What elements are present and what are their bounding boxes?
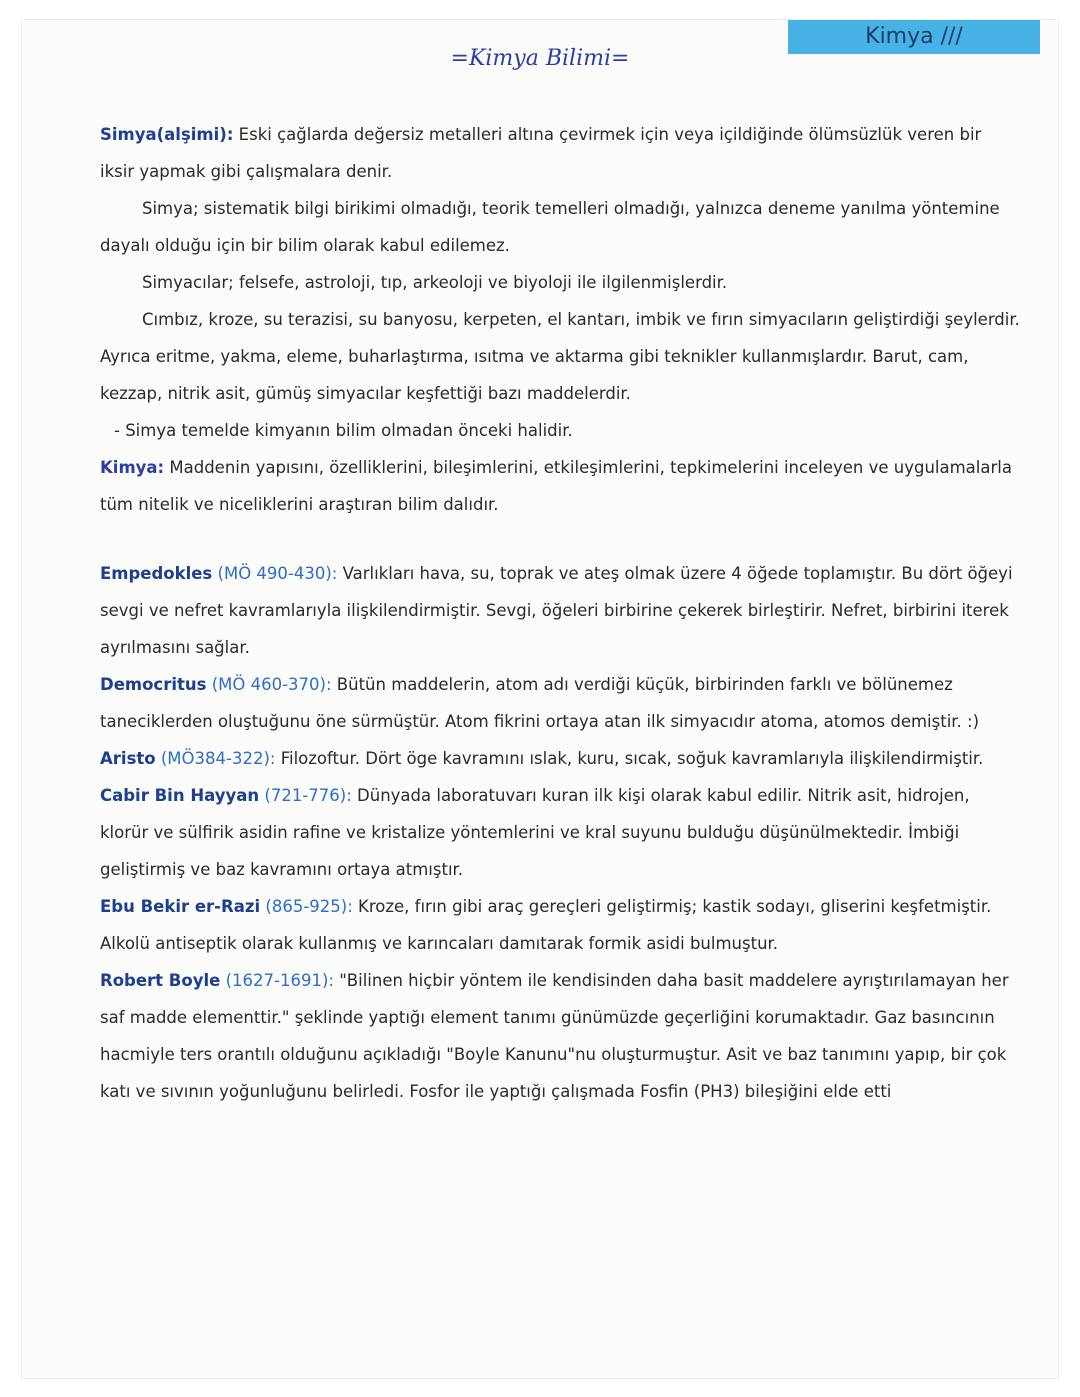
scientist-dates: (721-776): (264, 786, 352, 805)
paragraph-simya-ozet (100, 412, 1020, 449)
paragraph-text: Bütün maddelerin, atom adı verdiği küçük, birbirinden farklı ve bölünemez taneciklerden oluştuğunu öne sürmüştür. Atom fikrini ortaya atan ilk simyacıdır atoma, atomos demiştir. :) (100, 675, 980, 731)
paragraph-ebu-bekir-er-razi (100, 888, 1020, 962)
paragraph-text: Filozoftur. Dört öge kavramını ıslak, kuru, sıcak, soğuk kavramlarıyla ilişkilendirmiştir. (280, 749, 984, 768)
paragraph-text: - Simya temelde kimyanın bilim olmadan önceki halidir. (114, 421, 573, 440)
paragraph-text: "Bilinen hiçbir yöntem ile kendisinden daha basit maddelere ayrıştırılamayan her saf madde elementtir." şeklinde yaptığı element tanımı günümüzde geçerliğini korumaktadır. Gaz basıncının hacmiyle ters orantılı olduğunu açıkladığı "Boyle Kanunu"nu oluşturmuştur. Asit ve baz tanımını yapıp, bir çok katı ve sıvının yoğunluğunu belirledi. Fosfor ile yaptığı çalışmada Fosfin (PH3) bileşiğini elde etti (100, 971, 1009, 1101)
paragraph-simya (100, 116, 1020, 190)
term-simya: Simya(alşimi): (100, 125, 234, 144)
scientist-name: Empedokles (100, 564, 213, 583)
scientist-name: Aristo (100, 749, 156, 768)
notes-body (100, 116, 1020, 1110)
scientist-dates: (MÖ 490-430): (217, 564, 338, 583)
scientist-dates: (MÖ384-322): (160, 749, 276, 768)
paragraph-text: Simyacılar; felsefe, astroloji, tıp, arkeoloji ve biyoloji ile ilgilenmişlerdir. (142, 273, 728, 292)
paragraph-text: Eski çağlarda değersiz metalleri altına çevirmek için veya içildiğinde ölümsüzlük veren bir iksir yapmak gibi çalışmalara denir. (100, 125, 982, 181)
scientist-name: Cabir Bin Hayyan (100, 786, 260, 805)
paragraph-text: Dünyada laboratuvarı kuran ilk kişi olarak kabul edilir. Nitrik asit, hidrojen, klorür ve sülfirik asidin rafine ve kristalize yöntemlerini ve kral suyunu bulduğu düşünülmektedir. İmbiği geliştirmiş ve baz kavramını ortaya atmıştır. (100, 786, 970, 879)
spacer (100, 523, 1020, 555)
scientist-name: Democritus (100, 675, 207, 694)
paragraph-democritus (100, 666, 1020, 740)
paragraph-simyacilar-ilgi (100, 264, 1020, 301)
scientist-dates: (MÖ 460-370): (211, 675, 332, 694)
paragraph-text: Cımbız, kroze, su terazisi, su banyosu, kerpeten, el kantarı, imbik ve fırın simyacıların geliştirdiği şeylerdir. Ayrıca eritme, yakma, eleme, buharlaştırma, ısıtma ve aktarma gibi teknikler kullanmışlardır. Barut, cam, kezzap, nitrik asit, gümüş simyacılar keşfettiği bazı maddelerdir. (100, 310, 1020, 403)
paragraph-aristo (100, 740, 1020, 777)
paragraph-simya-bilim-degil (100, 190, 1020, 264)
scientist-dates: (1627-1691): (225, 971, 334, 990)
scientist-dates: (865-925): (265, 897, 353, 916)
scientist-name: Ebu Bekir er-Razi (100, 897, 261, 916)
term-kimya: Kimya: (100, 458, 165, 477)
paragraph-text: Simya; sistematik bilgi birikimi olmadığı, teorik temelleri olmadığı, yalnızca deneme yanılma yöntemine dayalı olduğu için bir bilim olarak kabul edilemez. (100, 199, 1000, 255)
page-title: =Kimya Bilimi= (450, 46, 630, 71)
paragraph-simyacilar-araclar (100, 301, 1020, 412)
paragraph-text: Varlıkları hava, su, toprak ve ateş olmak üzere 4 öğede toplamıştır. Bu dört öğeyi sevgi ve nefret kavramlarıyla ilişkilendirmiştir. Sevgi, öğeleri birbirine çekerek birleştirir. Nefret, birbirini iterek ayrılmasını sağlar. (100, 564, 1013, 657)
paragraph-cabir-bin-hayyan (100, 777, 1020, 888)
paragraph-robert-boyle (100, 962, 1020, 1110)
subject-tab-label: Kimya /// (788, 20, 1040, 54)
paragraph-kimya (100, 449, 1020, 523)
paragraph-text: Kroze, fırın gibi araç gereçleri geliştirmiş; kastik sodayı, gliserini keşfetmiştir. Alkolü antiseptik olarak kullanmış ve karıncaları damıtarak formik asidi bulmuştur. (100, 897, 992, 953)
scientist-name: Robert Boyle (100, 971, 221, 990)
paragraph-text: Maddenin yapısını, özelliklerini, bileşimlerini, etkileşimlerini, tepkimelerini inceleyen ve uygulamalarla tüm nitelik ve niceliklerini araştıran bilim dalıdır. (100, 458, 1012, 514)
paragraph-empedokles (100, 555, 1020, 666)
